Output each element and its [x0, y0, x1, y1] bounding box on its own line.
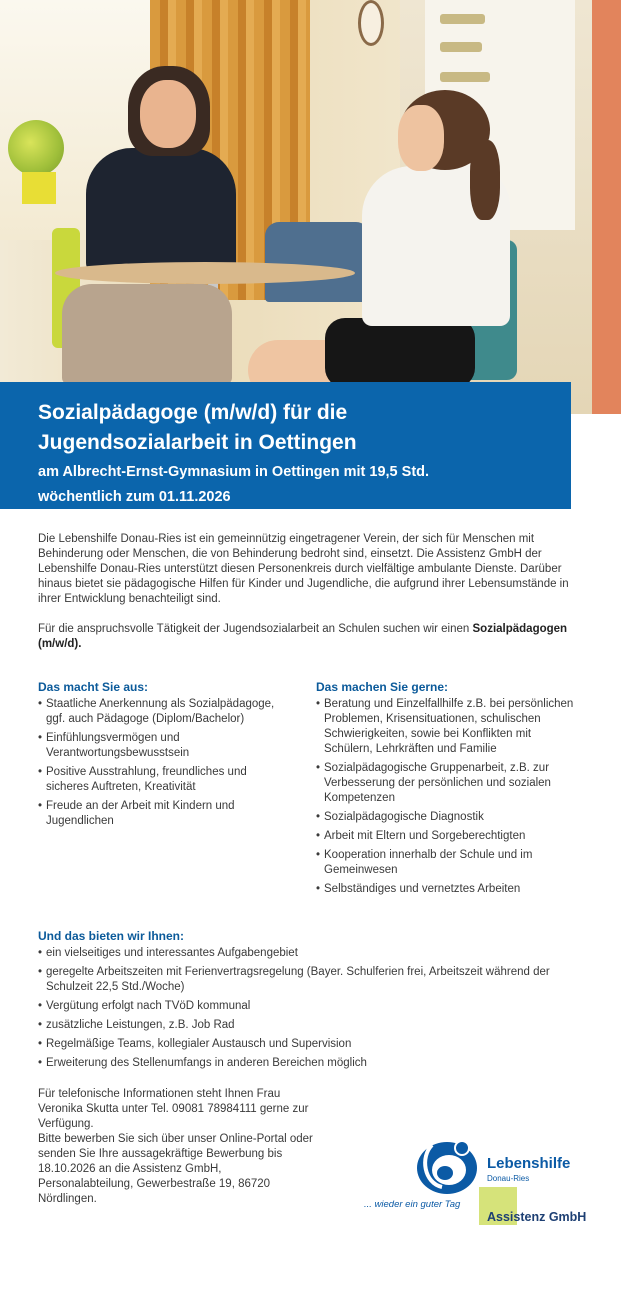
plant [8, 120, 64, 176]
profile-heading: Das macht Sie aus: [38, 680, 149, 694]
flower-pot [22, 172, 56, 204]
tasks-section [316, 679, 578, 901]
list-item: • Vergütung erfolgt nach TVöD kommunal [38, 999, 588, 1014]
list-item: • Erweiterung des Stellenumfangs in anderen Bereichen möglich [38, 1056, 588, 1071]
profile-list [38, 697, 288, 829]
board-writing [440, 42, 482, 52]
job-title-line-2: Jugendsozialarbeit in Oettingen [38, 431, 357, 454]
search-role: Sozialpädagogen (m/w/d). [38, 623, 568, 650]
logo-slogan: ... wieder ein guter Tag [364, 1199, 461, 1210]
logo-name: Lebenshilfe [487, 1155, 571, 1172]
tasks-heading: Das machen Sie gerne: [316, 680, 449, 694]
title-banner [0, 382, 571, 509]
list-item: • geregelte Arbeitszeiten mit Ferienvertragsregelung (Bayer. Schulferien frei, Arbeitszeit während der Schulzeit 22,5 Std./Woche) [38, 965, 588, 995]
person-student-face [398, 105, 444, 171]
lebenshilfe-logo-icon [412, 1135, 482, 1197]
list-item: • Freude an der Arbeit mit Kindern und Jugendlichen [38, 799, 288, 829]
person-adult [86, 148, 236, 273]
job-subtitle-line-1: am Albrecht-Ernst-Gymnasium in Oettingen mit 19,5 Std. [38, 464, 430, 480]
search-text: Für die anspruchsvolle Tätigkeit der Jugendsozialarbeit an Schulen suchen wir einen [38, 623, 470, 635]
logo-region: Donau-Ries [487, 1174, 530, 1183]
application-info: Bitte bewerben Sie sich über unser Online-Portal oder senden Sie Ihre aussagekräftige Bewerbung bis 18.10.2026 an die Assistenz GmbH, Personalabteilung, Gewerbestraße 19, 86720 Nördlingen. [38, 1133, 313, 1205]
list-item: • Sozialpädagogische Gruppenarbeit, z.B. zur Verbesserung der persönlichen und sozialen Kompetenzen [316, 761, 578, 806]
list-item: • Selbständiges und vernetztes Arbeiten [316, 882, 578, 897]
offer-list [38, 946, 588, 1071]
person-adult-legs [62, 284, 232, 384]
table [55, 262, 355, 284]
list-item: • Sozialpädagogische Diagnostik [316, 810, 578, 825]
list-item: • Regelmäßige Teams, kollegialer Austausch und Supervision [38, 1037, 588, 1052]
profile-section [38, 679, 288, 833]
list-item: • Kooperation innerhalb der Schule und im Gemeinwesen [316, 848, 578, 878]
intro-section [38, 532, 588, 667]
offer-section [38, 928, 588, 1075]
list-item: • Arbeit mit Eltern und Sorgeberechtigten [316, 829, 578, 844]
chair [265, 222, 370, 302]
wall-clock [358, 0, 384, 46]
offer-heading: Und das bieten wir Ihnen: [38, 929, 185, 943]
door [592, 0, 621, 414]
list-item: • ein vielseitiges und interessantes Aufgabengebiet [38, 946, 588, 961]
list-item: • Einfühlungsvermögen und Verantwortungsbewusstsein [38, 731, 288, 761]
list-item: • Beratung und Einzelfallhilfe z.B. bei persönlichen Problemen, Krisensituationen, schulischen Schwierigkeiten, sowie bei Konflikten mit Schülern, Lehrkräften und Familie [316, 697, 578, 757]
job-subtitle-line-2: wöchentlich zum 01.11.2026 [38, 489, 231, 505]
logo-company: Assistenz GmbH [487, 1210, 587, 1224]
board-writing [440, 14, 485, 24]
board-writing [440, 72, 490, 82]
list-item: • zusätzliche Leistungen, z.B. Job Rad [38, 1018, 588, 1033]
person-adult-face [140, 80, 196, 148]
job-title-line-1: Sozialpädagoge (m/w/d) für die [38, 401, 348, 424]
lebenshilfe-logo [360, 1135, 600, 1235]
phone-info: Für telefonische Informationen steht Ihnen Frau Veronika Skutta unter Tel. 09081 78984111 gerne zur Verfügung. [38, 1088, 309, 1130]
intro-paragraph: Die Lebenshilfe Donau-Ries ist ein gemeinnützig eingetragener Verein, der sich für Menschen mit Behinderung oder Menschen, die von Behinderung bedroht sind, einsetzt. Die Assistenz GmbH der Lebenshilfe Donau-Ries unterstützt diesen Personenkreis durch vielfältige ambulante Dienste. Darüber hinaus bietet sie pädagogische Hilfen für Kinder und Jugendliche, die aufgrund ihrer Lebensumstände in ihrer Entwicklung benachteiligt sind. [38, 533, 569, 605]
person-student-skirt [325, 318, 475, 388]
hero-photo [0, 0, 621, 414]
contact-section [38, 1087, 313, 1207]
list-item: • Positive Ausstrahlung, freundliches und sicheres Auftreten, Kreativität [38, 765, 288, 795]
tasks-list [316, 697, 578, 897]
list-item: • Staatliche Anerkennung als Sozialpädagoge, ggf. auch Pädagoge (Diplom/Bachelor) [38, 697, 288, 727]
search-paragraph [38, 622, 588, 652]
